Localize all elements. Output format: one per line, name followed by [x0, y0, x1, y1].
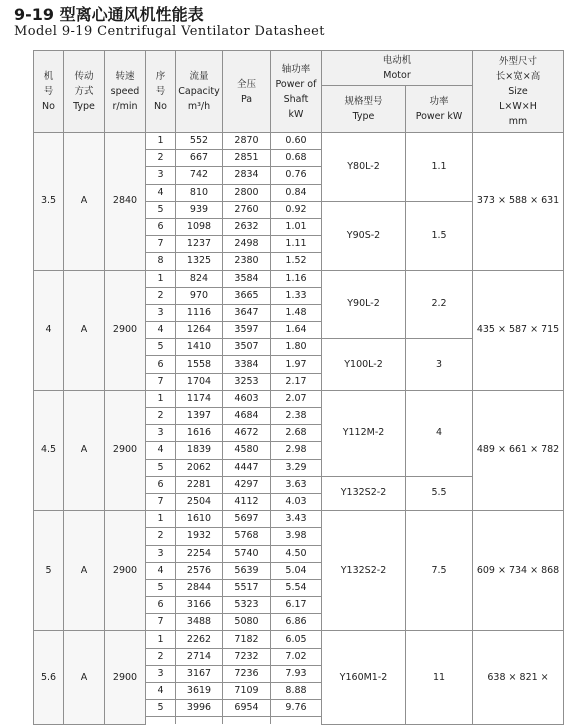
- header-line: Shaft: [283, 93, 309, 105]
- header-line: 全压: [236, 78, 256, 90]
- sequence-cell: 7: [146, 493, 176, 510]
- capacity-cell: 2281: [176, 476, 223, 493]
- model-number-cell: 5.6: [34, 631, 64, 724]
- capacity-cell: 1174: [176, 390, 223, 407]
- shaft-power-cell: 3.43: [271, 511, 322, 528]
- pressure-cell: 5768: [223, 528, 271, 545]
- sequence-cell: 5: [146, 201, 176, 218]
- table-body: [34, 133, 564, 725]
- motor-type-cell: Y160M1-2: [322, 631, 406, 724]
- pressure-cell: 2632: [223, 218, 271, 235]
- table-row: [34, 390, 564, 407]
- header-line: speed: [110, 86, 140, 97]
- shaft-power-cell: 2.68: [271, 425, 322, 442]
- capacity-cell: 2844: [176, 579, 223, 596]
- pressure-cell: 7236: [223, 665, 271, 682]
- shaft-power-cell: 5.54: [271, 579, 322, 596]
- capacity-cell: 1610: [176, 511, 223, 528]
- shaft-power-cell: 3.29: [271, 459, 322, 476]
- shaft-power-cell: 0.84: [271, 184, 322, 201]
- sequence-cell: 4: [146, 442, 176, 459]
- sequence-cell: 8: [146, 253, 176, 270]
- motor-type-cell: Y132S2-2: [322, 476, 406, 510]
- shaft-power-cell: 4.03: [271, 493, 322, 510]
- sequence-cell: 3: [146, 545, 176, 562]
- sequence-cell: 2: [146, 287, 176, 304]
- capacity-cell: 2714: [176, 648, 223, 665]
- table-row: [34, 270, 564, 287]
- header-line: 方式: [74, 86, 94, 97]
- speed-cell: 2840: [105, 133, 146, 271]
- sequence-cell: 4: [146, 184, 176, 201]
- sequence-cell: 7: [146, 236, 176, 253]
- capacity-cell: 1839: [176, 442, 223, 459]
- sequence-cell: 7: [146, 614, 176, 631]
- shaft-power-cell: 6.17: [271, 597, 322, 614]
- capacity-cell: 3166: [176, 597, 223, 614]
- header-line: 外型尺寸: [499, 56, 538, 67]
- pressure-cell: 4297: [223, 476, 271, 493]
- drive-type-cell: A: [64, 133, 105, 271]
- capacity-cell: 810: [176, 184, 223, 201]
- shaft-power-cell: 0.60: [271, 133, 322, 150]
- header-line: m³/h: [187, 101, 211, 112]
- header-line: 号: [155, 86, 166, 97]
- capacity-cell: 2504: [176, 493, 223, 510]
- shaft-power-cell: 1.33: [271, 287, 322, 304]
- table-row: [34, 631, 564, 648]
- pressure-cell: 7182: [223, 631, 271, 648]
- pressure-column-header: [223, 51, 271, 133]
- pressure-cell: 5697: [223, 511, 271, 528]
- drive-type-cell: A: [64, 270, 105, 390]
- shaft-power-cell: 2.07: [271, 390, 322, 407]
- capacity-column-header: [176, 51, 223, 133]
- drive-type-cell: A: [64, 631, 105, 724]
- motor-power-cell: 3: [406, 339, 473, 391]
- pressure-cell: 4672: [223, 425, 271, 442]
- header-line: Type: [73, 101, 95, 112]
- capacity-cell: 3619: [176, 683, 223, 700]
- motor-power-cell: 7.5: [406, 511, 473, 631]
- drive-type-cell: A: [64, 390, 105, 510]
- pressure-cell: 4447: [223, 459, 271, 476]
- capacity-cell: 2262: [176, 631, 223, 648]
- pressure-cell: 6954: [223, 700, 271, 717]
- pressure-cell: 2380: [223, 253, 271, 270]
- shaft-power-cell: 6.86: [271, 614, 322, 631]
- sequence-cell: 3: [146, 167, 176, 184]
- pressure-cell: 2760: [223, 201, 271, 218]
- shaft-power-cell: 6.05: [271, 631, 322, 648]
- header-line: 号: [43, 86, 54, 97]
- size-cell: 638 × 821 ×: [473, 631, 564, 724]
- pressure-cell: 3647: [223, 304, 271, 321]
- sequence-cell: 6: [146, 597, 176, 614]
- capacity-cell: 1932: [176, 528, 223, 545]
- header-line: No: [42, 101, 55, 112]
- pressure-cell: 5323: [223, 597, 271, 614]
- size-column-header: [473, 51, 564, 133]
- sequence-cell: 4: [146, 322, 176, 339]
- header-line: 机: [43, 71, 54, 82]
- capacity-cell: 3167: [176, 665, 223, 682]
- ventilator-performance-table: [33, 50, 564, 725]
- shaft-power-column-header: [271, 51, 322, 133]
- speed-cell: 2900: [105, 390, 146, 510]
- capacity-cell: 2062: [176, 459, 223, 476]
- speed-cell: 2900: [105, 631, 146, 724]
- capacity-cell: 1098: [176, 218, 223, 235]
- header-line: Power of: [275, 78, 317, 90]
- header-line: Pa: [240, 93, 253, 105]
- header-line: 轴功率: [281, 63, 311, 75]
- shaft-power-cell: 2.38: [271, 408, 322, 425]
- header-line: mm: [508, 116, 528, 127]
- capacity-cell: 1325: [176, 253, 223, 270]
- sequence-cell: 5: [146, 459, 176, 476]
- shaft-power-cell: 5.04: [271, 562, 322, 579]
- sequence-cell: 5: [146, 339, 176, 356]
- shaft-power-cell: 1.11: [271, 236, 322, 253]
- sequence-cell: 1: [146, 631, 176, 648]
- motor-type-cell: Y80L-2: [322, 133, 406, 202]
- sequence-cell: 4: [146, 562, 176, 579]
- capacity-cell: 1116: [176, 304, 223, 321]
- header-line: L×W×H: [499, 101, 537, 112]
- sequence-cell: 4: [146, 683, 176, 700]
- header-line: 长×宽×高: [495, 71, 541, 82]
- pressure-cell: 2834: [223, 167, 271, 184]
- sequence-cell: 1: [146, 390, 176, 407]
- header-line: 序: [155, 71, 166, 82]
- pressure-cell: 3507: [223, 339, 271, 356]
- pressure-cell: 2800: [223, 184, 271, 201]
- sequence-cell: 5: [146, 700, 176, 717]
- shaft-power-cell: 3.98: [271, 528, 322, 545]
- motor-power-cell: 5.5: [406, 476, 473, 510]
- motor-type-cell: Y90S-2: [322, 201, 406, 270]
- shaft-power-cell: 0.92: [271, 201, 322, 218]
- sequence-cell: 2: [146, 150, 176, 167]
- capacity-cell: 2254: [176, 545, 223, 562]
- shaft-power-cell: 1.80: [271, 339, 322, 356]
- drive-type-cell: A: [64, 511, 105, 631]
- header-line: kW: [288, 108, 304, 120]
- pressure-cell: 3384: [223, 356, 271, 373]
- capacity-cell: 970: [176, 287, 223, 304]
- capacity-cell: 939: [176, 201, 223, 218]
- sequence-cell: 3: [146, 425, 176, 442]
- capacity-cell: 3996: [176, 700, 223, 717]
- header-line: Power kW: [415, 111, 463, 122]
- size-cell: 609 × 734 × 868: [473, 511, 564, 631]
- header-line: 转速: [115, 71, 135, 82]
- motor-power-cell: 2.2: [406, 270, 473, 339]
- speed-cell: 2900: [105, 270, 146, 390]
- table-row: [34, 511, 564, 528]
- speed-cell: 2900: [105, 511, 146, 631]
- capacity-cell: 1558: [176, 356, 223, 373]
- sequence-cell: 5: [146, 579, 176, 596]
- header-line: Size: [508, 86, 528, 97]
- datasheet-title-chinese: 9-19 型离心通风机性能表: [14, 5, 204, 24]
- capacity-cell: 3488: [176, 614, 223, 631]
- model-number-cell: 5: [34, 511, 64, 631]
- model-column-header: [34, 51, 64, 133]
- capacity-cell: 552: [176, 133, 223, 150]
- sequence-cell: 7: [146, 373, 176, 390]
- motor-power-column-header: [406, 86, 473, 133]
- drive-type-column-header: [64, 51, 105, 133]
- cutoff-cell: [146, 717, 176, 725]
- header-line: No: [154, 101, 167, 112]
- header-line: 电动机: [382, 55, 412, 66]
- shaft-power-cell: 7.02: [271, 648, 322, 665]
- sequence-cell: 1: [146, 270, 176, 287]
- pressure-cell: 4112: [223, 493, 271, 510]
- pressure-cell: 2851: [223, 150, 271, 167]
- shaft-power-cell: 2.17: [271, 373, 322, 390]
- motor-type-cell: Y100L-2: [322, 339, 406, 391]
- header-line: 流量: [189, 71, 209, 82]
- shaft-power-cell: 3.63: [271, 476, 322, 493]
- size-cell: 373 × 588 × 631: [473, 133, 564, 271]
- shaft-power-cell: 1.48: [271, 304, 322, 321]
- capacity-cell: 1616: [176, 425, 223, 442]
- header-line: 功率: [429, 96, 449, 107]
- pressure-cell: 5740: [223, 545, 271, 562]
- pressure-cell: 7109: [223, 683, 271, 700]
- sequence-cell: 3: [146, 304, 176, 321]
- speed-column-header: [105, 51, 146, 133]
- pressure-cell: 5080: [223, 614, 271, 631]
- cutoff-cell: [223, 717, 271, 725]
- sequence-cell: 2: [146, 648, 176, 665]
- header-line: Capacity: [178, 86, 220, 97]
- pressure-cell: 3584: [223, 270, 271, 287]
- shaft-power-cell: 9.76: [271, 700, 322, 717]
- sequence-column-header: [146, 51, 176, 133]
- header-line: 规格型号: [344, 96, 383, 107]
- shaft-power-cell: 0.68: [271, 150, 322, 167]
- motor-power-cell: 1.5: [406, 201, 473, 270]
- sequence-cell: 6: [146, 476, 176, 493]
- motor-power-cell: 1.1: [406, 133, 473, 202]
- size-cell: 435 × 587 × 715: [473, 270, 564, 390]
- model-number-cell: 3.5: [34, 133, 64, 271]
- model-number-cell: 4: [34, 270, 64, 390]
- pressure-cell: 3253: [223, 373, 271, 390]
- capacity-cell: 1237: [176, 236, 223, 253]
- size-cell: 489 × 661 × 782: [473, 390, 564, 510]
- header-line: 传动: [74, 71, 94, 82]
- shaft-power-cell: 1.16: [271, 270, 322, 287]
- motor-type-cell: Y132S2-2: [322, 511, 406, 631]
- sequence-cell: 2: [146, 408, 176, 425]
- header-line: Type: [352, 111, 375, 122]
- datasheet-title-english: Model 9-19 Centrifugal Ventilator Datasheet: [14, 24, 325, 39]
- pressure-cell: 4603: [223, 390, 271, 407]
- motor-type-column-header: [322, 86, 406, 133]
- shaft-power-cell: 1.64: [271, 322, 322, 339]
- motor-power-cell: 11: [406, 631, 473, 724]
- pressure-cell: 2870: [223, 133, 271, 150]
- sequence-cell: 6: [146, 218, 176, 235]
- table-header: [34, 51, 564, 133]
- pressure-cell: 5517: [223, 579, 271, 596]
- pressure-cell: 2498: [223, 236, 271, 253]
- capacity-cell: 742: [176, 167, 223, 184]
- shaft-power-cell: 2.98: [271, 442, 322, 459]
- model-number-cell: 4.5: [34, 390, 64, 510]
- cutoff-cell: [176, 717, 223, 725]
- capacity-cell: 1397: [176, 408, 223, 425]
- pressure-cell: 3665: [223, 287, 271, 304]
- sequence-cell: 6: [146, 356, 176, 373]
- sequence-cell: 1: [146, 511, 176, 528]
- motor-type-cell: Y90L-2: [322, 270, 406, 339]
- pressure-cell: 4684: [223, 408, 271, 425]
- shaft-power-cell: 1.97: [271, 356, 322, 373]
- pressure-cell: 4580: [223, 442, 271, 459]
- pressure-cell: 3597: [223, 322, 271, 339]
- motor-power-cell: 4: [406, 390, 473, 476]
- sequence-cell: 2: [146, 528, 176, 545]
- capacity-cell: 1704: [176, 373, 223, 390]
- capacity-cell: 667: [176, 150, 223, 167]
- shaft-power-cell: 8.88: [271, 683, 322, 700]
- shaft-power-cell: 0.76: [271, 167, 322, 184]
- motor-group-header: [322, 51, 473, 86]
- pressure-cell: 7232: [223, 648, 271, 665]
- motor-type-cell: Y112M-2: [322, 390, 406, 476]
- shaft-power-cell: 7.93: [271, 665, 322, 682]
- pressure-cell: 5639: [223, 562, 271, 579]
- header-line: r/min: [112, 101, 138, 112]
- shaft-power-cell: 1.52: [271, 253, 322, 270]
- header-line: Motor: [383, 70, 411, 81]
- sequence-cell: 1: [146, 133, 176, 150]
- shaft-power-cell: 1.01: [271, 218, 322, 235]
- shaft-power-cell: 4.50: [271, 545, 322, 562]
- capacity-cell: 1264: [176, 322, 223, 339]
- capacity-cell: 1410: [176, 339, 223, 356]
- table-row: [34, 133, 564, 150]
- cutoff-cell: [271, 717, 322, 725]
- sequence-cell: 3: [146, 665, 176, 682]
- capacity-cell: 824: [176, 270, 223, 287]
- capacity-cell: 2576: [176, 562, 223, 579]
